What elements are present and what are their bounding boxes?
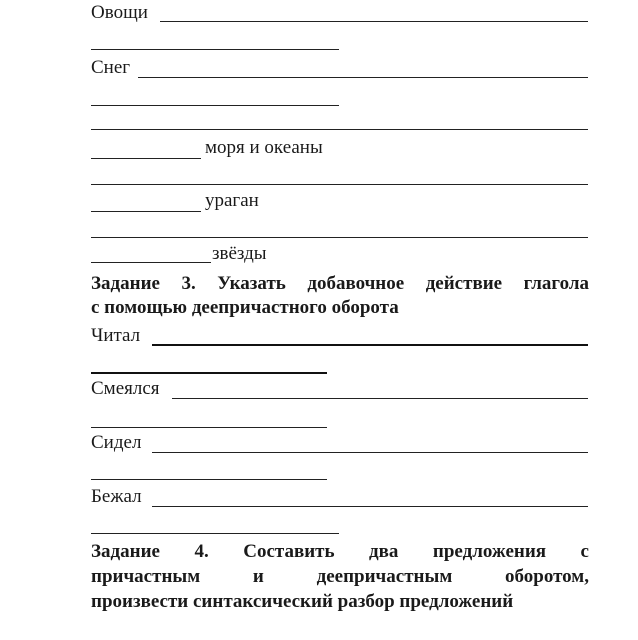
answer-line (91, 427, 327, 428)
answer-line (91, 479, 327, 480)
verb-ran: Бежал (91, 486, 142, 507)
task4-heading-line2: причастным и деепричастным оборотом, (91, 566, 589, 587)
verb-laughed: Смеялся (91, 378, 160, 399)
answer-line (152, 452, 588, 453)
verb-read: Читал (91, 325, 141, 346)
phrase-seas-oceans: моря и океаны (205, 137, 323, 158)
answer-line (91, 237, 588, 238)
task3-heading-line1: Задание 3. Указать добавочное действие глагола (91, 273, 589, 294)
answer-line (91, 184, 588, 185)
answer-line (91, 129, 588, 130)
answer-line (91, 158, 201, 159)
task3-heading-line2: с помощью деепричастного оборота (91, 297, 399, 318)
answer-line (138, 77, 588, 78)
word-stars: звёзды (212, 243, 267, 264)
answer-line (91, 262, 211, 263)
task4-heading-line3: произвести синтаксический разбор предложений (91, 591, 514, 612)
answer-line (91, 211, 201, 212)
answer-line (152, 506, 588, 507)
answer-line (91, 372, 327, 374)
answer-line (91, 533, 339, 534)
verb-sat: Сидел (91, 432, 142, 453)
answer-line (172, 398, 588, 399)
task4-heading-line1: Задание 4. Составить два предложения с (91, 541, 589, 562)
answer-line (91, 49, 339, 50)
answer-line (91, 105, 339, 106)
word-vegetables: Овощи (91, 2, 148, 23)
word-hurricane: ураган (205, 190, 259, 211)
answer-line (152, 344, 588, 346)
word-snow: Снег (91, 57, 131, 78)
answer-line (160, 21, 588, 22)
